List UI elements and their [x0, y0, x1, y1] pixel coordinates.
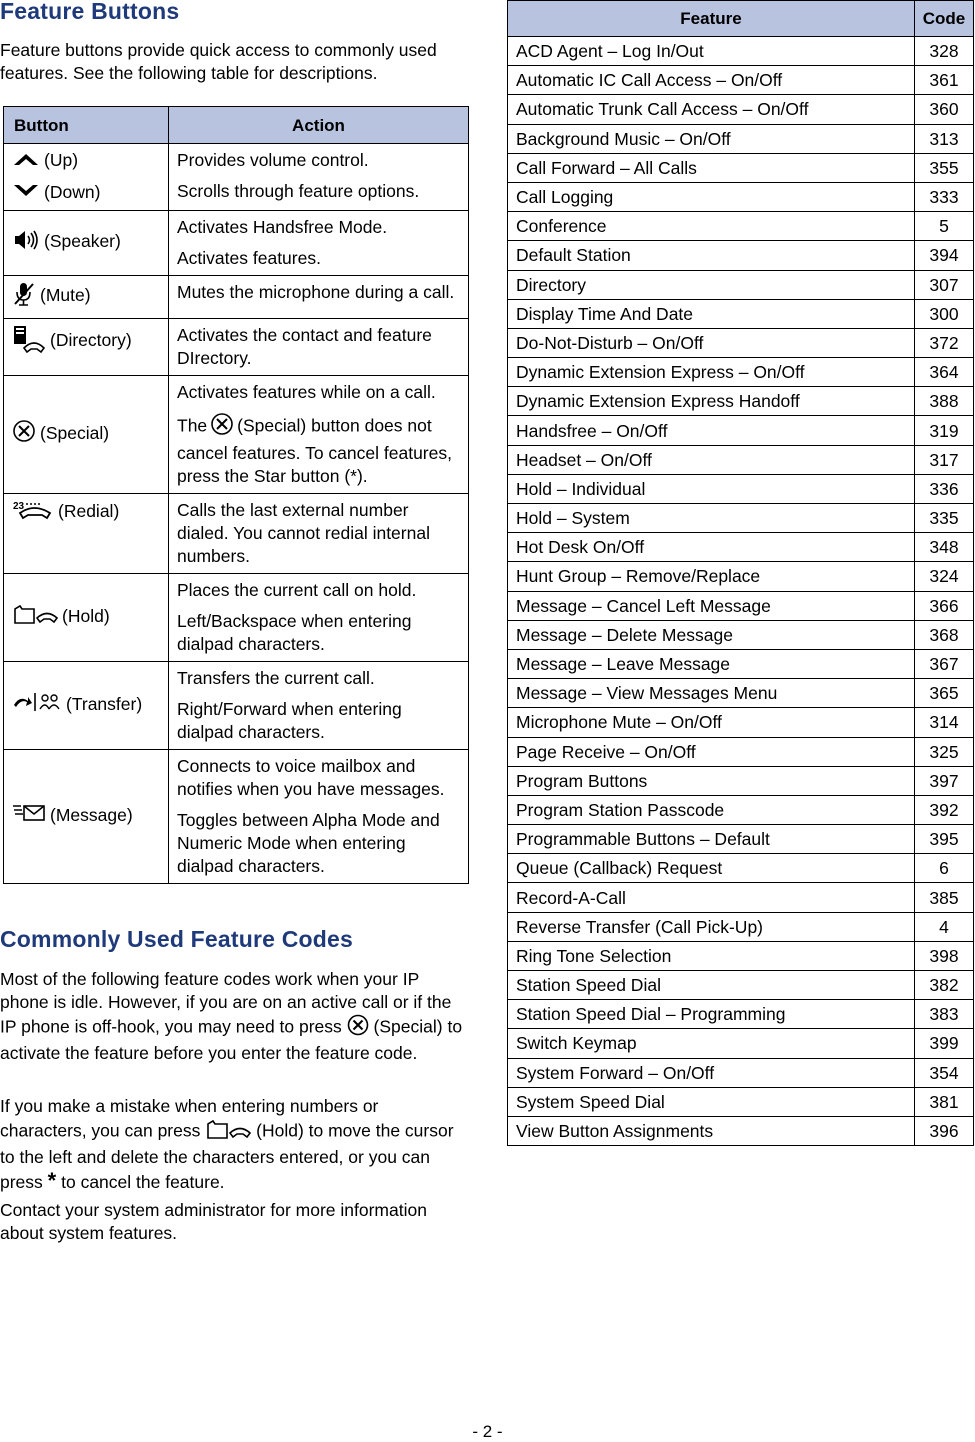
feature-code-cell: 328	[915, 37, 974, 66]
feature-name-cell: Display Time And Date	[508, 299, 915, 328]
button-label: (Special)	[40, 422, 110, 443]
feature-name-cell: Message – View Messages Menu	[508, 679, 915, 708]
action-text: Mutes the microphone during a call.	[177, 281, 455, 302]
table-row	[4, 375, 469, 493]
paragraph-2-text-b: (Hold) to move the cursor to the left and delete the characters entered, or you can press	[0, 1120, 454, 1192]
feature-name-cell: Headset – On/Off	[508, 445, 915, 474]
action-cell	[169, 144, 469, 211]
table-header-row	[4, 107, 469, 144]
feature-codes-heading: Commonly Used Feature Codes	[0, 926, 354, 952]
action-cell	[169, 661, 469, 749]
feature-code-cell: 367	[915, 649, 974, 678]
note-suffix: (Special) button does not cancel features. To cancel features, press the Star button (*).	[177, 415, 452, 486]
feature-code-cell: 395	[915, 825, 974, 854]
feature-code-cell: 368	[915, 620, 974, 649]
feature-name-cell: Message – Delete Message	[508, 620, 915, 649]
feature-code-cell: 5	[915, 212, 974, 241]
table-row	[508, 825, 974, 854]
feature-name-cell: Station Speed Dial – Programming	[508, 1000, 915, 1029]
feature-code-cell: 307	[915, 270, 974, 299]
feature-name-cell: Handsfree – On/Off	[508, 416, 915, 445]
table-row	[4, 144, 469, 211]
feature-code-cell: 335	[915, 504, 974, 533]
table-row	[508, 1058, 974, 1087]
action-cell	[169, 573, 469, 661]
table-row	[508, 883, 974, 912]
feature-name-cell: Switch Keymap	[508, 1029, 915, 1058]
feature-code-cell: 372	[915, 328, 974, 357]
feature-name-cell: Conference	[508, 212, 915, 241]
feature-name-cell: Call Forward – All Calls	[508, 153, 915, 182]
feature-name-cell: Program Station Passcode	[508, 795, 915, 824]
table-row	[508, 591, 974, 620]
action-text: Provides volume control.	[177, 150, 369, 170]
hold-icon	[12, 603, 58, 631]
button-cell	[4, 573, 169, 661]
table-row	[508, 182, 974, 211]
feature-code-cell: 324	[915, 562, 974, 591]
table-row	[508, 37, 974, 66]
feature-name-cell: Hold – Individual	[508, 474, 915, 503]
feature-code-cell: 392	[915, 795, 974, 824]
message-icon	[12, 802, 46, 830]
feature-name-cell: Hot Desk On/Off	[508, 533, 915, 562]
feature-code-cell: 319	[915, 416, 974, 445]
table-row	[508, 241, 974, 270]
feature-code-cell: 313	[915, 124, 974, 153]
feature-name-cell: Programmable Buttons – Default	[508, 825, 915, 854]
feature-codes-paragraph-2	[0, 1095, 468, 1194]
table-row	[508, 445, 974, 474]
page-number: - 2 -	[472, 1422, 503, 1441]
table-row	[4, 573, 469, 661]
button-label: (Down)	[44, 181, 101, 202]
table-row	[508, 971, 974, 1000]
speaker-icon	[12, 228, 40, 258]
button-cell	[4, 210, 169, 275]
table-row	[508, 708, 974, 737]
feature-buttons-intro: Feature buttons provide quick access to commonly used features. See the following table for descriptions.	[0, 40, 437, 83]
feature-code-cell: 394	[915, 241, 974, 270]
table-row	[508, 1000, 974, 1029]
feature-name-cell: System Forward – On/Off	[508, 1058, 915, 1087]
feature-name-cell: View Button Assignments	[508, 1116, 915, 1145]
action-text: Transfers the current call.	[177, 667, 375, 688]
button-label: (Message)	[50, 804, 133, 825]
feature-codes-paragraph-3: Contact your system administrator for more information about system features.	[0, 1200, 427, 1243]
action-note	[177, 412, 460, 488]
action-text: Activates Handsfree Mode.	[177, 216, 388, 237]
mute-icon	[12, 281, 36, 313]
action-text: Activates features.	[177, 247, 321, 268]
button-cell	[4, 275, 169, 318]
note-prefix: The	[177, 415, 208, 436]
feature-code-cell: 383	[915, 1000, 974, 1029]
feature-code-cell: 366	[915, 591, 974, 620]
action-cell	[169, 749, 469, 883]
feature-code-cell: 361	[915, 66, 974, 95]
star-symbol: *	[47, 1168, 57, 1193]
table-row	[508, 737, 974, 766]
feature-code-cell: 6	[915, 854, 974, 883]
action-text: Left/Backspace when entering dialpad characters.	[177, 610, 412, 654]
hold-icon	[205, 1118, 251, 1146]
paragraph-2-text-c: to cancel the feature.	[61, 1172, 225, 1192]
feature-name-cell: System Speed Dial	[508, 1087, 915, 1116]
button-cell	[4, 144, 169, 211]
table-row	[508, 941, 974, 970]
action-text: Activates the contact and feature DIrectory.	[177, 324, 432, 368]
feature-code-cell: 381	[915, 1087, 974, 1116]
action-cell	[169, 493, 469, 573]
button-label: (Mute)	[40, 285, 91, 306]
feature-code-cell: 399	[915, 1029, 974, 1058]
button-cell	[4, 318, 169, 375]
table-header-row	[508, 1, 974, 37]
action-column-header: Action	[169, 107, 469, 144]
table-row	[508, 212, 974, 241]
button-cell	[4, 375, 169, 493]
table-row	[508, 299, 974, 328]
action-text: Activates features while on a call.	[177, 381, 436, 402]
feature-buttons-table	[3, 106, 469, 884]
feature-name-cell: Program Buttons	[508, 766, 915, 795]
button-label: (Speaker)	[44, 231, 121, 252]
down-arrow-icon	[12, 182, 40, 205]
feature-name-cell: Message – Cancel Left Message	[508, 591, 915, 620]
table-row	[508, 766, 974, 795]
paragraph-1-text-a: Most of the following feature codes work when your IP phone is idle. However, if you are on an active call or if the IP phone is off-hook, you may need to press	[0, 969, 452, 1037]
feature-code-cell: 365	[915, 679, 974, 708]
table-row	[4, 493, 469, 573]
table-row	[508, 270, 974, 299]
table-row	[4, 210, 469, 275]
table-row	[4, 749, 469, 883]
special-icon	[12, 419, 36, 449]
feature-code-cell: 364	[915, 358, 974, 387]
button-label: (Transfer)	[66, 693, 143, 714]
feature-code-cell: 396	[915, 1116, 974, 1145]
feature-code-cell: 382	[915, 971, 974, 1000]
feature-code-cell: 355	[915, 153, 974, 182]
feature-name-cell: Reverse Transfer (Call Pick-Up)	[508, 912, 915, 941]
action-text: Places the current call on hold.	[177, 579, 417, 600]
feature-code-cell: 300	[915, 299, 974, 328]
feature-name-cell: Directory	[508, 270, 915, 299]
button-cell	[4, 493, 169, 573]
feature-name-cell: Record-A-Call	[508, 883, 915, 912]
up-arrow-icon	[12, 150, 40, 173]
action-text: Toggles between Alpha Mode and Numeric Mode when entering dialpad characters.	[177, 809, 440, 876]
feature-name-cell: Background Music – On/Off	[508, 124, 915, 153]
table-row	[508, 474, 974, 503]
button-column-header: Button	[4, 107, 169, 144]
table-row	[508, 1087, 974, 1116]
feature-name-cell: Automatic IC Call Access – On/Off	[508, 66, 915, 95]
feature-name-cell: ACD Agent – Log In/Out	[508, 37, 915, 66]
feature-code-cell: 398	[915, 941, 974, 970]
button-cell	[4, 749, 169, 883]
table-row	[508, 358, 974, 387]
feature-buttons-heading: Feature Buttons	[0, 0, 180, 24]
paragraph-2-text-a: If you make a mistake when entering numbers or characters, you can press	[0, 1096, 379, 1141]
feature-code-cell: 314	[915, 708, 974, 737]
feature-codes-table	[507, 0, 974, 1146]
action-text: Calls the last external number dialed. You cannot redial internal numbers.	[177, 499, 430, 566]
table-row	[508, 562, 974, 591]
table-row	[508, 124, 974, 153]
directory-icon	[12, 324, 46, 360]
table-row	[4, 318, 469, 375]
feature-name-cell: Station Speed Dial	[508, 971, 915, 1000]
table-row	[4, 661, 469, 749]
action-cell	[169, 210, 469, 275]
table-row	[508, 533, 974, 562]
feature-name-cell: Hunt Group – Remove/Replace	[508, 562, 915, 591]
code-column-header: Code	[915, 1, 974, 37]
table-row	[508, 328, 974, 357]
table-row	[508, 620, 974, 649]
table-row	[508, 912, 974, 941]
table-row	[508, 649, 974, 678]
table-row	[508, 854, 974, 883]
table-row	[508, 66, 974, 95]
paragraph-1-text-b: (Special) to activate the feature before you enter the feature code.	[0, 1016, 463, 1063]
table-row	[508, 416, 974, 445]
table-row	[508, 387, 974, 416]
feature-code-cell: 397	[915, 766, 974, 795]
feature-name-cell: Dynamic Extension Express – On/Off	[508, 358, 915, 387]
button-label: (Hold)	[62, 605, 110, 626]
action-cell	[169, 275, 469, 318]
action-text: Connects to voice mailbox and notifies when you have messages.	[177, 755, 445, 799]
action-cell	[169, 318, 469, 375]
table-row	[508, 1029, 974, 1058]
transfer-icon	[12, 691, 62, 719]
feature-name-cell: Message – Leave Message	[508, 649, 915, 678]
button-label: (Directory)	[50, 330, 132, 351]
action-cell	[169, 375, 469, 493]
table-row	[4, 275, 469, 318]
feature-name-cell: Queue (Callback) Request	[508, 854, 915, 883]
table-row	[508, 153, 974, 182]
button-cell	[4, 661, 169, 749]
feature-code-cell: 348	[915, 533, 974, 562]
svg-text:23: 23	[13, 500, 25, 512]
button-label: (Up)	[44, 150, 79, 170]
feature-name-cell: Microphone Mute – On/Off	[508, 708, 915, 737]
action-text: Scrolls through feature options.	[177, 181, 420, 201]
feature-code-cell: 336	[915, 474, 974, 503]
special-icon	[347, 1014, 369, 1042]
action-text: Right/Forward when entering dialpad characters.	[177, 698, 402, 742]
feature-code-cell: 4	[915, 912, 974, 941]
table-row	[508, 679, 974, 708]
button-label: (Redial)	[58, 501, 120, 522]
table-row	[508, 1116, 974, 1145]
feature-code-cell: 317	[915, 445, 974, 474]
feature-code-cell: 325	[915, 737, 974, 766]
table-row	[508, 795, 974, 824]
special-icon	[210, 412, 234, 442]
feature-code-cell: 385	[915, 883, 974, 912]
feature-column-header: Feature	[508, 1, 915, 37]
feature-name-cell: Call Logging	[508, 182, 915, 211]
feature-code-cell: 354	[915, 1058, 974, 1087]
feature-code-cell: 388	[915, 387, 974, 416]
feature-name-cell: Do-Not-Disturb – On/Off	[508, 328, 915, 357]
feature-name-cell: Automatic Trunk Call Access – On/Off	[508, 95, 915, 124]
feature-code-cell: 360	[915, 95, 974, 124]
redial-icon	[12, 499, 54, 527]
feature-name-cell: Ring Tone Selection	[508, 941, 915, 970]
feature-name-cell: Page Receive – On/Off	[508, 737, 915, 766]
feature-name-cell: Default Station	[508, 241, 915, 270]
feature-name-cell: Dynamic Extension Express Handoff	[508, 387, 915, 416]
feature-codes-paragraph-1	[0, 968, 468, 1065]
table-row	[508, 95, 974, 124]
feature-name-cell: Hold – System	[508, 504, 915, 533]
table-row	[508, 504, 974, 533]
feature-code-cell: 333	[915, 182, 974, 211]
